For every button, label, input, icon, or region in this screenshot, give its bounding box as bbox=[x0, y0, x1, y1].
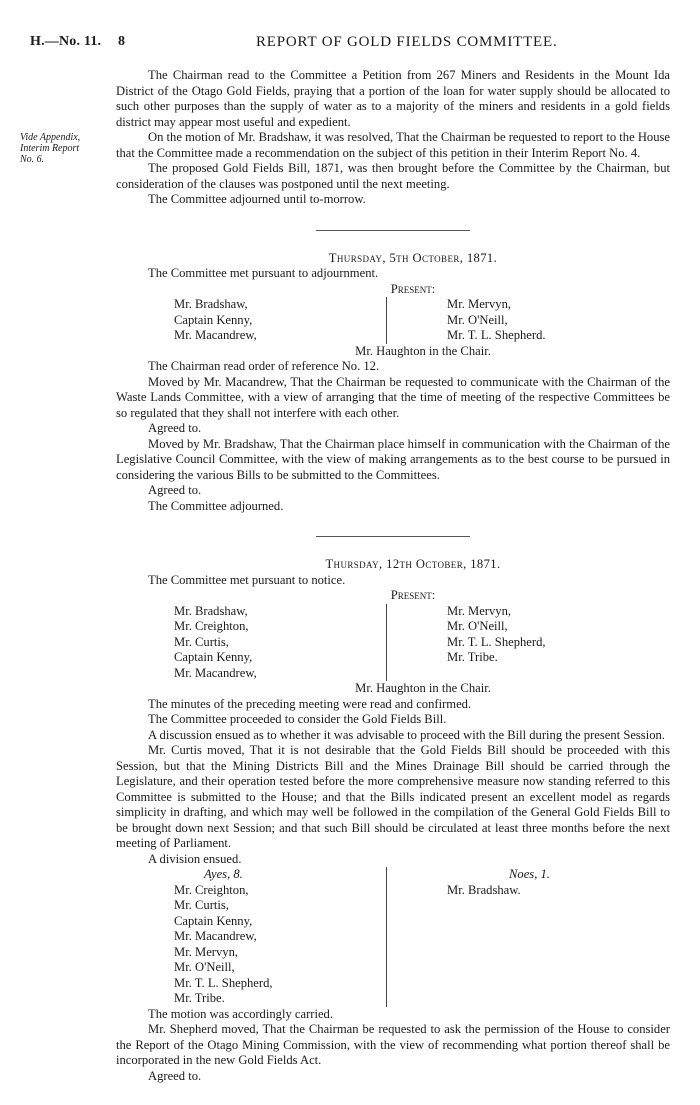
member-name: Mr. O'Neill, bbox=[447, 619, 508, 633]
member-name: Mr. Creighton, bbox=[174, 619, 249, 633]
paragraph: Mr. Curtis moved, That it is not desirable that the Gold Fields Bill should be proceeded with this Session, but that the Mining Districts Bill and the Mines Drainage Bill should be carried through the Legislature, and their operation tested before the more comprehensive measure now standing referred to this Committee is submitted to the House; and that the Bills indicated present an excellent model as regards simplicity in drafting, and which may well be followed in the compilation of the General Gold Fields Bill to be brought down next Session; and that such Bill should be circulated at least three months before the next meeting of Parliament. bbox=[116, 743, 670, 850]
division-list bbox=[116, 867, 670, 1007]
paragraph: Agreed to. bbox=[148, 421, 202, 435]
ayes-label: Ayes, 8. bbox=[204, 867, 243, 881]
member-name: Mr. Mervyn, bbox=[174, 944, 239, 959]
paragraph: The minutes of the preceding meeting were read and confirmed. bbox=[148, 696, 472, 711]
section-divider bbox=[316, 536, 470, 537]
paragraph: The Committee proceeded to consider the Gold Fields Bill. bbox=[148, 712, 447, 726]
member-name: Mr. Mervyn, bbox=[447, 297, 512, 311]
member-name: Mr. T. L. Shepherd, bbox=[447, 634, 546, 649]
member-name: Mr. Bradshaw. bbox=[447, 882, 521, 897]
margin-note bbox=[20, 132, 110, 165]
meeting-date: Thursday, 5th October, 1871. bbox=[328, 250, 498, 265]
paragraph: The Committee adjourned. bbox=[148, 498, 284, 513]
running-title: REPORT OF GOLD FIELDS COMMITTEE. bbox=[256, 34, 558, 50]
present-label: Present: bbox=[390, 281, 436, 296]
paragraph: The proposed Gold Fields Bill, 1871, was then brought before the Committee by the Chairman, but consideration of the clauses was postponed until the next meeting. bbox=[116, 161, 670, 191]
paragraph: On the motion of Mr. Bradshaw, it was resolved, That the Chairman be requested to report to the House that the Committee made a recommendation on the subject of this petition in their Interim Report No. 4. bbox=[116, 130, 670, 160]
paragraph: A discussion ensued as to whether it was advisable to proceed with the Bill during the present Session. bbox=[148, 727, 665, 742]
paragraph: The Chairman read to the Committee a Petition from 267 Miners and Residents in the Mount Ida District of the Otago Gold Fields, praying that a portion of the loan for water supply should be allocated to such other purposes than the supply of water as to a majority of the miners and residents in a gold fields district may appear most useful and expedient. bbox=[116, 68, 670, 129]
paragraph: Agreed to. bbox=[148, 483, 202, 497]
paragraph: A division ensued. bbox=[148, 851, 242, 866]
margin-note-line: Vide Appendix, bbox=[20, 132, 81, 143]
noes-column bbox=[386, 867, 550, 1007]
paragraph: The Committee met pursuant to adjournment. bbox=[148, 266, 379, 280]
members-left-column bbox=[116, 604, 386, 682]
chair-line: Mr. Haughton in the Chair. bbox=[355, 343, 491, 358]
paragraph: The motion was accordingly carried. bbox=[148, 1006, 333, 1021]
member-name: Mr. Bradshaw, bbox=[174, 603, 248, 618]
member-name: Mr. Macandrew, bbox=[174, 665, 257, 680]
paragraph: Agreed to. bbox=[148, 1068, 202, 1083]
members-present bbox=[116, 297, 670, 344]
member-name: Mr. Creighton, bbox=[174, 882, 249, 897]
member-name: Captain Kenny, bbox=[174, 913, 253, 928]
chair-line: Mr. Haughton in the Chair. bbox=[355, 681, 491, 695]
ayes-column bbox=[116, 867, 386, 1007]
margin-note-line: Interim Report bbox=[20, 143, 80, 154]
member-name: Mr. Mervyn, bbox=[447, 603, 512, 618]
member-name: Mr. O'Neill, bbox=[174, 960, 235, 974]
meeting-date: Thursday, 12th October, 1871. bbox=[325, 557, 501, 571]
member-name: Captain Kenny, bbox=[174, 312, 253, 327]
member-name: Mr. T. L. Shepherd. bbox=[447, 328, 546, 342]
paragraph: The Chairman read order of reference No. 12. bbox=[148, 359, 380, 373]
paragraph: Mr. Shepherd moved, That the Chairman be requested to ask the permission of the House to consider the Report of the Otago Mining Commission, with the view of recommending what portion thereof shall be incorporated in the new Gold Fields Act. bbox=[116, 1022, 670, 1067]
document-body bbox=[116, 68, 670, 1084]
members-present bbox=[116, 604, 670, 682]
member-name: Mr. Macandrew, bbox=[174, 929, 257, 943]
member-name: Mr. T. L. Shepherd, bbox=[174, 975, 273, 990]
paper-reference: H.—No. 11. bbox=[30, 34, 102, 49]
margin-note-line: No. 6. bbox=[20, 154, 45, 165]
member-name: Mr. Bradshaw, bbox=[174, 297, 248, 311]
members-right-column bbox=[386, 297, 546, 344]
page-number: 8 bbox=[118, 34, 125, 49]
paragraph: Moved by Mr. Bradshaw, That the Chairman place himself in communication with the Chairman of the Legislative Council Committee, with the view of making arrangements as to the best course to be pursued in considering the various Bills to be submitted to the Committees. bbox=[116, 436, 670, 482]
member-name: Mr. O'Neill, bbox=[447, 312, 508, 327]
member-name: Mr. Tribe. bbox=[447, 650, 498, 664]
paragraph: Moved by Mr. Macandrew, That the Chairman be requested to communicate with the Chairman of the Waste Lands Committee, with a view of arranging that the time of meeting of the respective Committees be so regulated that they shall not interfere with each other. bbox=[116, 374, 670, 420]
section-divider bbox=[316, 230, 470, 231]
member-name: Mr. Macandrew, bbox=[174, 328, 257, 342]
member-name: Mr. Curtis, bbox=[174, 898, 229, 912]
paragraph: The Committee met pursuant to notice. bbox=[148, 572, 346, 587]
page-header bbox=[30, 34, 670, 54]
member-name: Mr. Curtis, bbox=[174, 634, 229, 649]
members-left-column bbox=[116, 297, 386, 344]
paragraph: The Committee adjourned until to-morrow. bbox=[148, 192, 366, 206]
member-name: Captain Kenny, bbox=[174, 650, 253, 664]
members-right-column bbox=[386, 604, 546, 682]
member-name: Mr. Tribe. bbox=[174, 991, 225, 1005]
noes-label: Noes, 1. bbox=[509, 867, 550, 881]
present-label: Present: bbox=[390, 588, 436, 602]
